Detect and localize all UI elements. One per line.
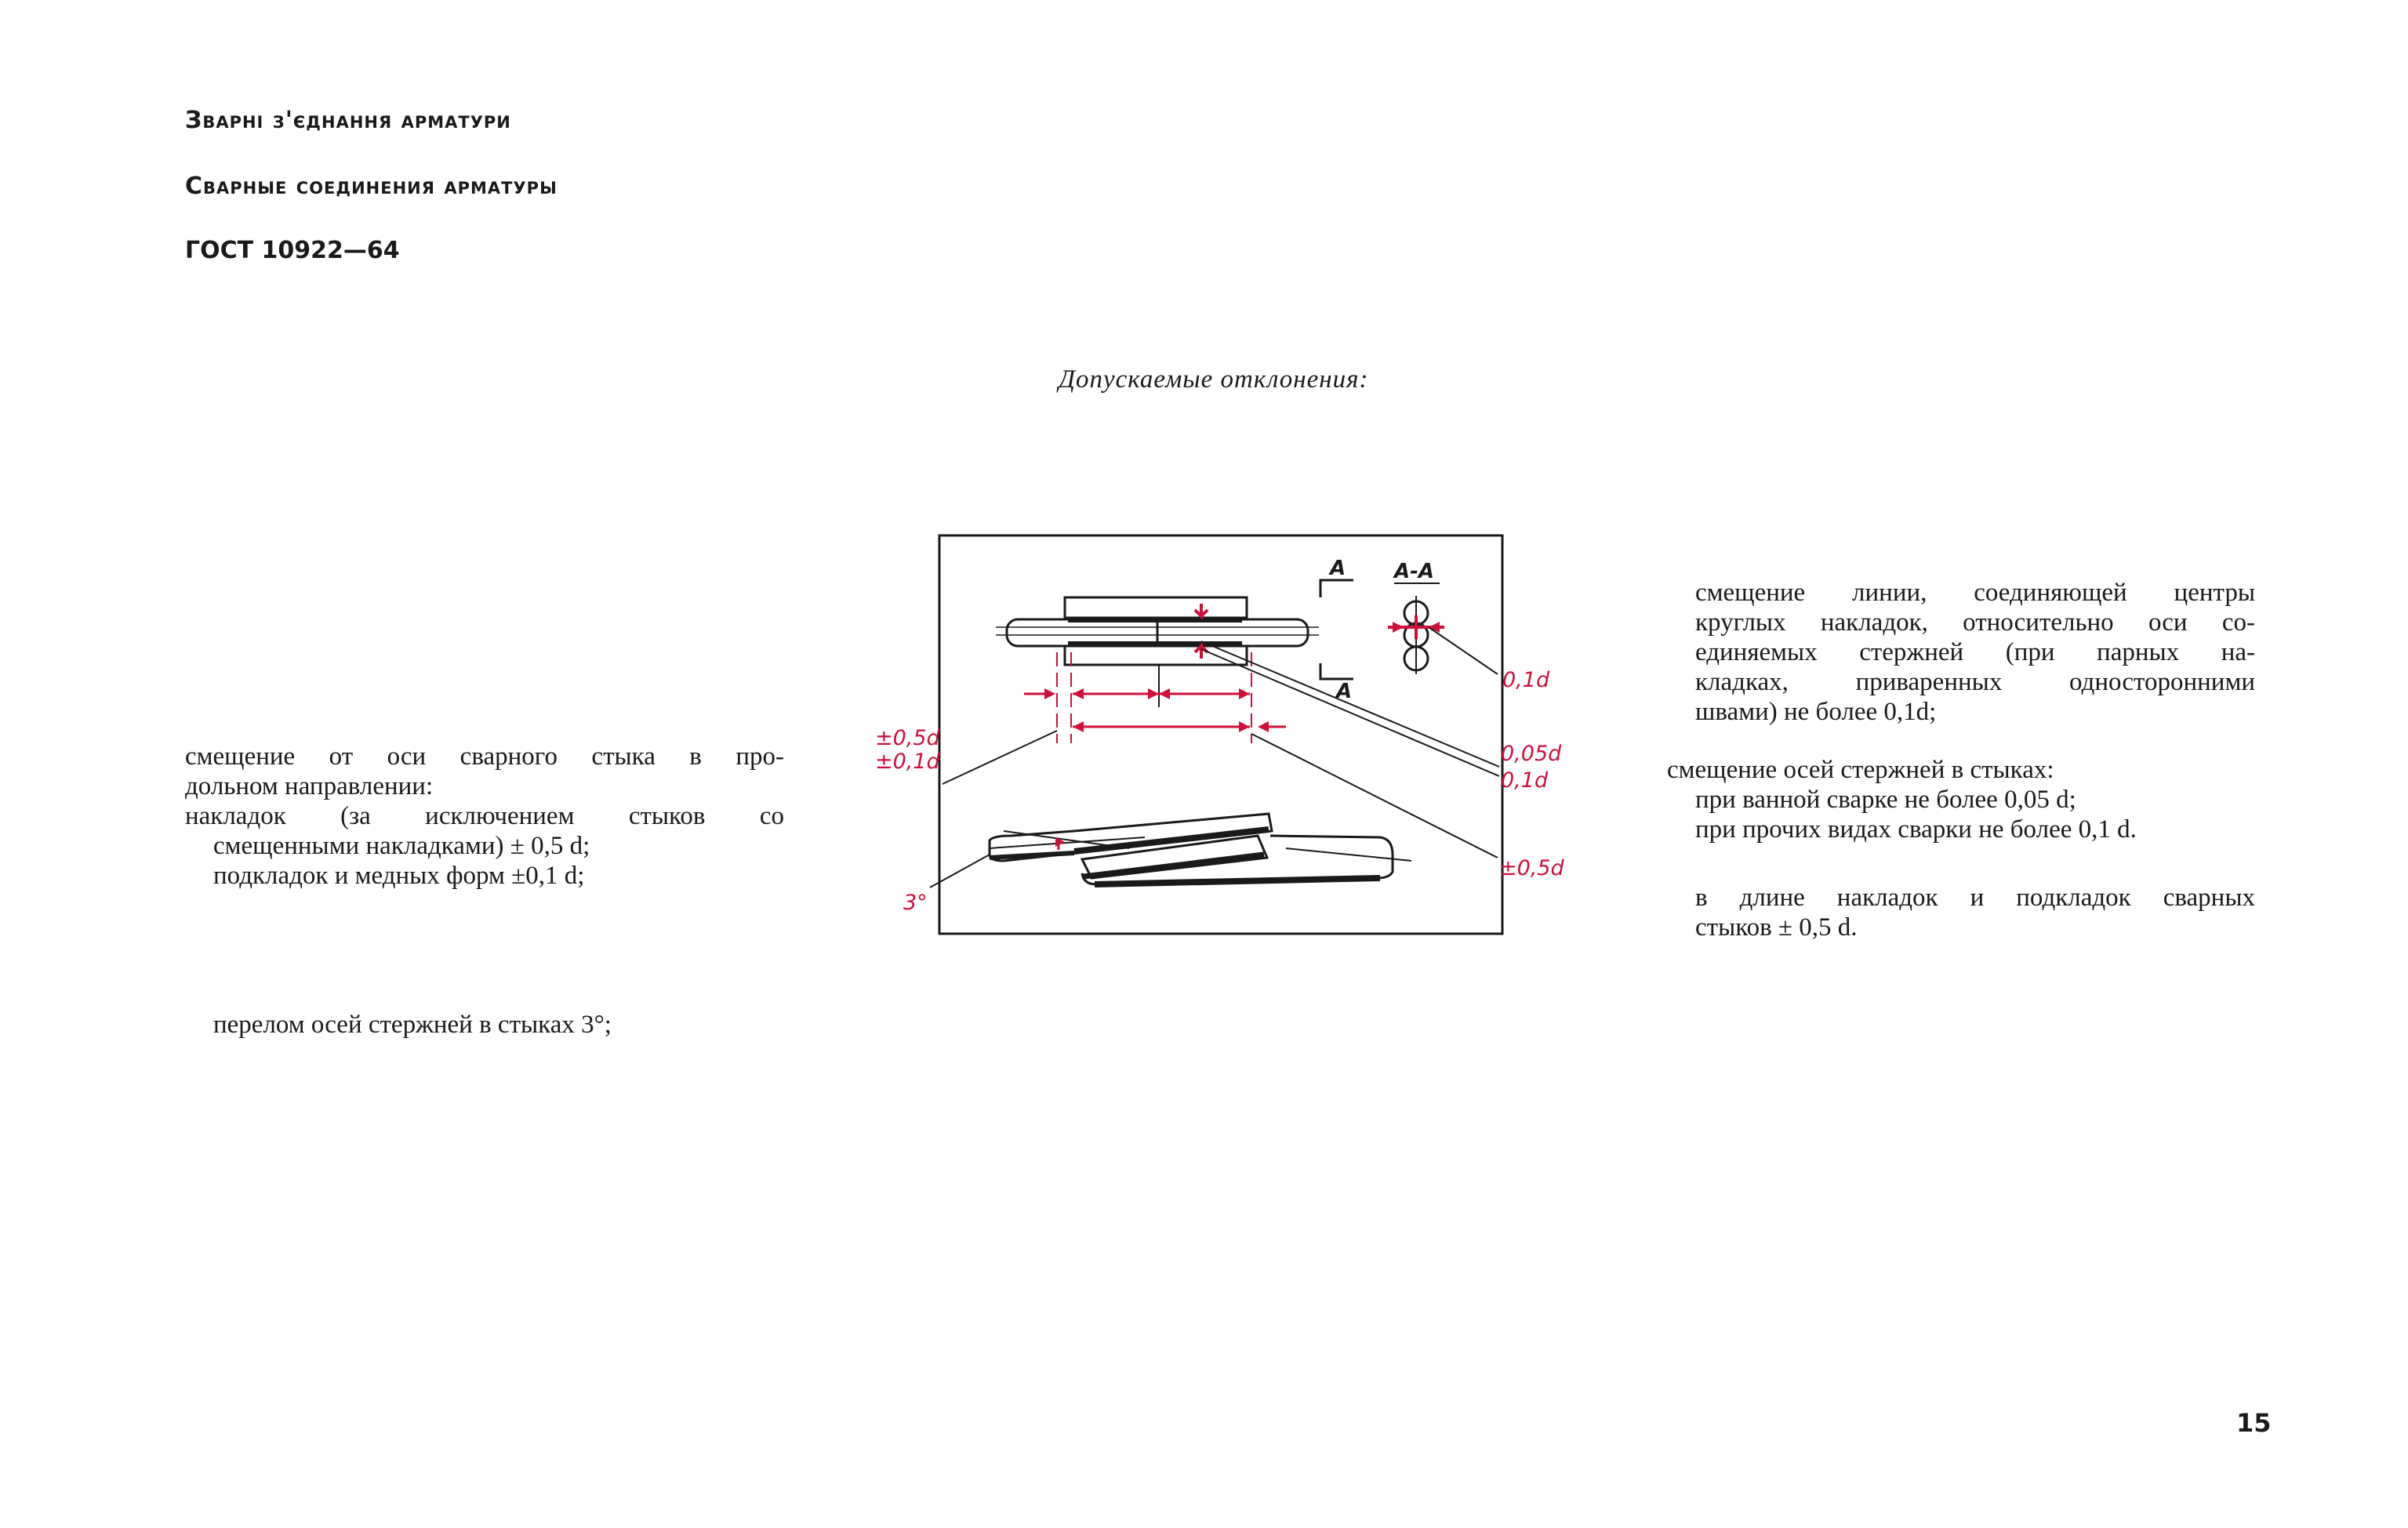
left-paragraph-2: перелом осей стержней в стыках 3°; [213,1011,612,1039]
text-line: накладок (за исключением стыков со [185,802,784,830]
section-mark-bottom: A [1336,680,1353,703]
figure-caption: Допускаемые отклонения: [1059,365,1369,394]
label-backing-offset: ±0,1d [875,749,940,774]
bottom-weld-seam [1068,641,1242,646]
text-line: подкладок и медных форм ±0,1 d; [213,862,585,890]
section-mark-top: A [1330,557,1346,580]
label-length-tolerance: ±0,5d [1499,856,1564,880]
section-title: А-А [1394,560,1435,583]
diagram-frame [939,535,1502,934]
text-line: при ванной сварке не более 0,05 d; [1695,786,2076,814]
cross-section [1388,596,1444,674]
text-line: смещение осей стержней в стыках: [1667,756,2054,784]
text-line: швами) не более 0,1d; [1695,698,1937,726]
label-splice-offset: ±0,5d [875,726,940,750]
text-line: стыков ± 0,5 d. [1695,913,1858,942]
text-line: кладках, приваренных односторонними [1695,668,2255,696]
bent-joint [990,814,1411,884]
page-number: 15 [2236,1408,2272,1438]
text-line: смещенными накладками) ± 0,5 d; [213,832,590,860]
straight-joint [996,597,1319,665]
label-bath-weld-offset: 0,05d [1501,742,1562,766]
text-line: круглых накладок, относительно оси со- [1695,608,2255,637]
text-line: в длине накладок и подкладок сварных [1695,884,2255,912]
section-marks [1320,557,1440,703]
title-russian: Сварные соединения арматуры [185,172,558,200]
top-splice-plate [1065,597,1247,618]
title-ukrainian: Зварні з'єднання арматури [185,107,511,134]
label-bend-angle: 3° [903,891,928,915]
text-line: смещение линии, соединяющей центры [1695,579,2255,607]
text-line: при прочих видах сварки не более 0,1 d. [1695,815,2137,844]
standard-number: ГОСТ 10922—64 [185,237,400,264]
text-line: дольном направлении: [185,772,434,800]
label-other-weld-offset: 0,1d [1501,768,1549,793]
top-weld-seam [1068,618,1242,622]
text-line: единяемых стержней (при парных на- [1695,638,2255,666]
label-cross-offset: 0,1d [1502,668,1550,692]
text-line: смещение от оси сварного стыка в про- [185,742,784,771]
